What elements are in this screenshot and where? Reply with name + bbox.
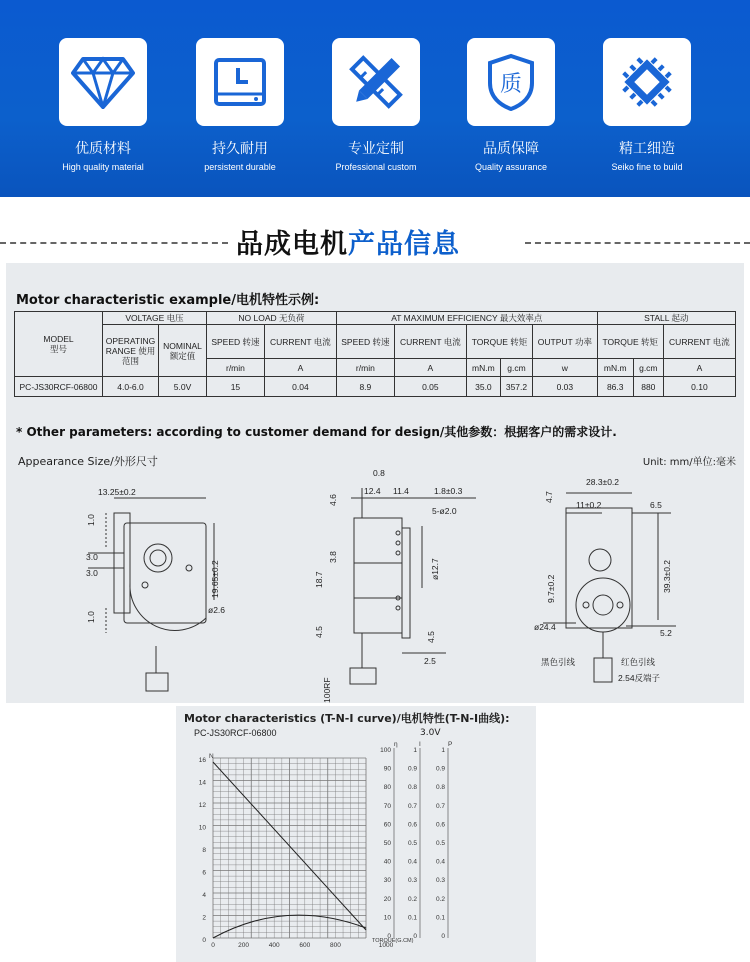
th-sub: NOMINAL 额定值 bbox=[159, 325, 207, 377]
feature-custom bbox=[332, 38, 420, 172]
feature-banner bbox=[0, 0, 750, 197]
tick-label: 70 bbox=[383, 802, 391, 810]
th-sub: CURRENT 电流 bbox=[394, 325, 466, 359]
curve-voltage: 3.0V bbox=[420, 728, 441, 738]
th-sub: CURRENT 电流 bbox=[264, 325, 336, 359]
dim-label: 2.54反端子 bbox=[618, 673, 661, 683]
divider bbox=[525, 242, 750, 244]
feature-label-cn: 专业定制 bbox=[348, 141, 404, 157]
axis-tag: I bbox=[419, 741, 421, 748]
tick-label: 0.9 bbox=[435, 765, 445, 773]
side-view-drawing bbox=[350, 488, 476, 684]
tick-label: 0.8 bbox=[435, 784, 445, 792]
feature-tile bbox=[467, 38, 555, 126]
tick-label: 60 bbox=[383, 821, 391, 829]
feature-label-en: High quality material bbox=[62, 162, 144, 172]
dim-label: 6.5 bbox=[650, 500, 662, 510]
th-sub: OPERATING RANGE 使用范围 bbox=[103, 325, 159, 377]
tick-label: 0.3 bbox=[435, 877, 445, 885]
curve-title: Motor characteristics (T-N-I curve)/电机特性(T-N-I曲线): bbox=[184, 712, 510, 725]
curve-model: PC-JS30RCF-06800 bbox=[194, 728, 277, 738]
th-unit: r/min bbox=[336, 359, 394, 377]
dim-label: 5-ø2.0 bbox=[432, 506, 457, 516]
tick-label: 80 bbox=[383, 784, 391, 792]
feature-label-cn: 优质材料 bbox=[75, 141, 131, 157]
cell: PC-JS30RCF-06800 bbox=[15, 377, 103, 397]
x-axis-label: TORQUE(G.CM) bbox=[372, 938, 414, 944]
tick-label: 1 bbox=[441, 747, 445, 754]
cell: 880 bbox=[633, 377, 663, 397]
dim-label: 9.7±0.2 bbox=[546, 574, 556, 603]
tick-label: 0 bbox=[211, 942, 215, 949]
cell: 8.9 bbox=[336, 377, 394, 397]
tick-label: 100 bbox=[380, 747, 391, 754]
feature-tile bbox=[332, 38, 420, 126]
tick-label: 40 bbox=[383, 858, 391, 866]
feature-tile bbox=[603, 38, 691, 126]
feature-tile bbox=[196, 38, 284, 126]
appearance-label: Appearance Size/外形尺寸 bbox=[18, 455, 158, 468]
dim-label: 2.5 bbox=[424, 656, 436, 666]
dim-label: 4.6 bbox=[328, 494, 338, 506]
cell: 86.3 bbox=[597, 377, 633, 397]
spec-table bbox=[14, 311, 736, 397]
tick-label: 0.6 bbox=[407, 821, 417, 829]
tick-label: 16 bbox=[198, 757, 206, 764]
other-parameters-note: * Other parameters: according to customer demand for design/其他参数：根据客户的需求设计. bbox=[16, 425, 617, 439]
dim-label: 4.5 bbox=[426, 631, 436, 643]
th-sub: TORQUE 转矩 bbox=[466, 325, 532, 359]
tick-label: 0.4 bbox=[407, 858, 417, 866]
dim-label: 18.7 bbox=[314, 571, 324, 588]
tick-label: 0.5 bbox=[435, 840, 445, 847]
th-sub: TORQUE 转矩 bbox=[597, 325, 663, 359]
axis-tag: N bbox=[209, 753, 214, 760]
tick-label: 0.3 bbox=[407, 877, 417, 885]
th-sub: SPEED 转速 bbox=[336, 325, 394, 359]
dim-label: 100RF bbox=[322, 677, 332, 703]
axis-tag: η bbox=[394, 741, 398, 748]
dim-label: 3.8 bbox=[328, 551, 338, 563]
dim-label: 39.3±0.2 bbox=[662, 559, 672, 593]
dim-label: 0.8 bbox=[373, 468, 385, 478]
dim-label: 1.8±0.3 bbox=[434, 486, 463, 496]
dim-label: 13.25±0.2 bbox=[98, 487, 136, 497]
tick-label: 0.7 bbox=[435, 802, 445, 810]
cell: 5.0V bbox=[159, 377, 207, 397]
dim-label: 红色引线 bbox=[621, 657, 656, 667]
feature-quality-assurance bbox=[467, 38, 555, 172]
tick-label: 0.8 bbox=[407, 784, 417, 792]
tni-chart bbox=[176, 706, 536, 962]
diamond-icon bbox=[71, 55, 135, 109]
th-voltage: VOLTAGE 电压 bbox=[103, 312, 207, 325]
dim-label: 4.5 bbox=[314, 626, 324, 638]
dim-label: ø2.6 bbox=[208, 605, 226, 615]
tick-label: 2 bbox=[202, 914, 206, 922]
tick-label: 0.2 bbox=[435, 895, 445, 903]
spec-sheet bbox=[6, 263, 744, 703]
tick-label: 0.1 bbox=[407, 914, 417, 922]
th-unit: w bbox=[533, 359, 598, 377]
cell: 357.2 bbox=[500, 377, 532, 397]
th-model: MODEL 型号 bbox=[15, 312, 103, 377]
tick-label: 8 bbox=[202, 847, 206, 854]
th-unit: A bbox=[663, 359, 735, 377]
tick-label: 0 bbox=[202, 937, 206, 944]
tick-label: 0.2 bbox=[407, 895, 417, 903]
th-noload: NO LOAD 无负荷 bbox=[207, 312, 337, 325]
tick-label: 1000 bbox=[378, 942, 394, 949]
dim-label: 12.4 bbox=[364, 486, 381, 496]
spec-heading: Motor characteristic example/电机特性示例: bbox=[16, 293, 320, 308]
tick-label: 14 bbox=[198, 779, 206, 787]
dim-label: 11.4 bbox=[393, 486, 409, 496]
tick-label: 0.4 bbox=[435, 858, 445, 866]
th-unit: mN.m bbox=[466, 359, 500, 377]
quality-shield-icon bbox=[486, 53, 536, 111]
tick-label: 0.1 bbox=[435, 914, 445, 922]
tick-label: 10 bbox=[383, 914, 391, 922]
cell: 35.0 bbox=[466, 377, 500, 397]
divider bbox=[0, 242, 228, 244]
dim-label: 1.0 bbox=[86, 611, 96, 623]
tick-label: 30 bbox=[383, 877, 391, 885]
cell: 4.0-6.0 bbox=[103, 377, 159, 397]
table-row bbox=[15, 377, 736, 397]
tick-label: 600 bbox=[299, 942, 311, 949]
feature-tile bbox=[59, 38, 147, 126]
th-unit: A bbox=[394, 359, 466, 377]
tick-label: 50 bbox=[383, 840, 391, 847]
tick-label: 400 bbox=[268, 942, 280, 949]
feature-label-en: Professional custom bbox=[335, 162, 417, 172]
tick-label: 10 bbox=[198, 824, 206, 832]
chip-icon bbox=[618, 53, 676, 111]
front-view-drawing bbox=[88, 498, 214, 691]
tick-label: 0.7 bbox=[407, 802, 417, 810]
tick-label: 6 bbox=[202, 869, 206, 877]
tick-label: 0 bbox=[413, 933, 417, 940]
dim-label: 5.2 bbox=[660, 628, 672, 638]
tick-label: 200 bbox=[238, 942, 250, 949]
feature-label-cn: 持久耐用 bbox=[212, 141, 268, 157]
axis-tag: P bbox=[448, 741, 453, 748]
svg-text:质: 质 bbox=[499, 72, 523, 97]
cell: 15 bbox=[207, 377, 265, 397]
th-unit: g.cm bbox=[500, 359, 532, 377]
pencil-ruler-icon bbox=[348, 54, 404, 110]
th-unit: g.cm bbox=[633, 359, 663, 377]
feature-quality-material bbox=[59, 38, 147, 172]
section-title: 品成电机产品信息 bbox=[236, 229, 460, 260]
feature-label-en: Seiko fine to build bbox=[611, 162, 683, 172]
th-max-efficiency: AT MAXIMUM EFFICIENCY 最大效率点 bbox=[336, 312, 597, 325]
th-unit: mN.m bbox=[597, 359, 633, 377]
dim-label: 19.65±0.2 bbox=[210, 560, 220, 598]
rear-view-drawing bbox=[543, 493, 676, 682]
feature-label-cn: 精工细造 bbox=[619, 141, 675, 157]
feature-fine-build bbox=[603, 38, 691, 172]
clock-monitor-icon bbox=[212, 56, 268, 108]
tick-label: 800 bbox=[329, 942, 341, 949]
feature-durable bbox=[196, 38, 284, 172]
th-unit: A bbox=[264, 359, 336, 377]
unit-label: Unit: mm/单位:毫米 bbox=[642, 457, 736, 468]
tni-curve-panel bbox=[176, 706, 536, 962]
tick-label: 20 bbox=[383, 895, 391, 903]
feature-label-en: persistent durable bbox=[204, 162, 276, 172]
dim-label: ø24.4 bbox=[534, 622, 556, 632]
tick-label: 4 bbox=[202, 892, 206, 899]
dim-label: 28.3±0.2 bbox=[586, 477, 620, 487]
th-stall: STALL 起动 bbox=[597, 312, 735, 325]
cell: 0.03 bbox=[533, 377, 598, 397]
dim-label: 3.0 bbox=[86, 568, 98, 578]
dim-label: 1.0 bbox=[86, 514, 96, 526]
tick-label: 0 bbox=[387, 933, 391, 940]
tick-label: 90 bbox=[383, 765, 391, 773]
th-sub: OUTPUT 功率 bbox=[533, 325, 598, 359]
dim-label: 4.7 bbox=[544, 491, 554, 503]
cell: 0.05 bbox=[394, 377, 466, 397]
cell: 0.10 bbox=[663, 377, 735, 397]
dimension-drawings bbox=[6, 468, 744, 703]
th-sub: CURRENT 电流 bbox=[663, 325, 735, 359]
th-sub: SPEED 转速 bbox=[207, 325, 265, 359]
tick-label: 12 bbox=[198, 802, 206, 809]
dim-label: 3.0 bbox=[86, 552, 98, 562]
tick-label: 0 bbox=[441, 933, 445, 940]
feature-label-cn: 品质保障 bbox=[483, 141, 539, 157]
cell: 0.04 bbox=[264, 377, 336, 397]
tick-label: 0.9 bbox=[407, 765, 417, 773]
chart-grid bbox=[213, 758, 366, 938]
feature-label-en: Quality assurance bbox=[474, 162, 548, 172]
tick-label: 1 bbox=[413, 747, 417, 754]
dim-label: ø12.7 bbox=[430, 558, 440, 580]
tick-label: 0.6 bbox=[435, 821, 445, 829]
dim-label: 黑色引线 bbox=[541, 657, 576, 667]
tick-label: 0.5 bbox=[407, 840, 417, 847]
th-unit: r/min bbox=[207, 359, 265, 377]
section-title-bar bbox=[0, 222, 750, 262]
dim-label: 11±0.2 bbox=[576, 500, 602, 510]
